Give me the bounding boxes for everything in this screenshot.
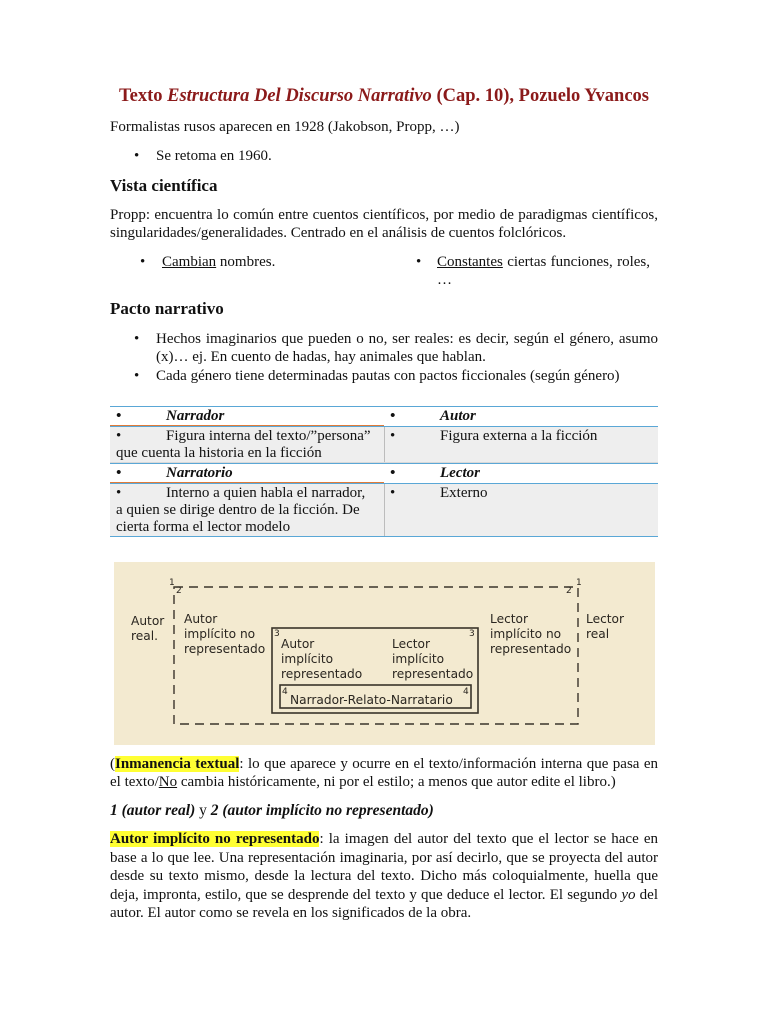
cell-narratorio-desc: Interno a quien habla el narrador, a quien se dirige dentro de la ficción. De cierta forma el lector modelo [116,485,366,535]
narrator-author-table [110,406,658,537]
marker-2-left: 2 [176,586,182,596]
autor-implicito-label: Autor implícito no representado [110,831,320,847]
cell-autor-desc: Figura externa a la ficción [440,428,598,444]
pacto-bullet-1: • Hechos imaginarios que pueden o no, ser reales: es decir, según el género, asumo (x)… ej. En cuento de hadas, hay animales que hablan. [156,331,658,366]
page-title [110,86,658,107]
subheading-autores [110,802,434,820]
cell-lector-desc: Externo [440,485,488,501]
autor-implicito-yo: yo [621,886,636,903]
pacto-bullet-2: • Cada género tiene determinadas pautas con pactos ficcionales (según género) [156,368,658,386]
bullet: • [390,465,396,481]
table-row [110,484,658,537]
marker-2-right: 2 [566,586,572,596]
label-autor-implicito-no-representado: Autor implícito no representado [184,612,266,656]
marker-4-right: 4 [463,687,469,697]
bullet: • [116,408,122,424]
marker-3-left: 3 [274,629,280,639]
marker-1-right: 1 [576,578,582,588]
open-paren: ( [110,756,115,772]
label-autor-real: Autor real. [131,614,165,643]
bullet: • [390,408,396,424]
label-lector-real: Lector real [586,612,625,641]
header-autor: Autor [440,408,476,424]
bullet: • [390,485,396,501]
inmanencia-label: Inmanencia textual [115,756,240,772]
title-suffix: (Cap. 10), Pozuelo Yvancos [431,86,650,106]
cell-narrador-desc: Figura interna del texto/”persona” que cuenta la historia en la ficción [116,428,371,461]
bullet: • [116,485,122,501]
label-autor-implicito-representado: Autor implícito representado [281,637,363,681]
constantes-rest: ciertas funciones, roles, … [437,254,650,288]
bullet-constantes [437,254,650,289]
table-row [110,427,658,463]
intro-text: Formalistas rusos aparecen en 1928 (Jakobson, Propp, …) [110,119,460,135]
narrative-diagram [114,562,655,745]
intro-bullet: • Se retoma en 1960. [156,148,272,166]
marker-1-left: 1 [169,578,175,588]
inmanencia-text-1: : lo que aparece y ocurre en el texto/información interna que pasa en el texto/ [110,756,659,790]
section1-paragraph: Propp: encuentra lo común entre cuentos científicos, por medio de paradigmas científicos, singularidades/generalidades. Centrado en el análisis de cuentos folclóricos. [110,207,658,241]
cambian-word: Cambian [162,254,217,270]
label-narrador-relato-narratario: Narrador-Relato-Narratario [290,693,453,707]
bullet: • [116,465,122,481]
title-italic: Estructura Del Discurso Narrativo [167,86,432,106]
table-row [110,406,658,427]
bullet: • [116,428,122,444]
bullet-dot-constantes: • [416,254,422,270]
label-lector-implicito-no-representado: Lector implícito no representado [490,612,572,656]
label-lector-implicito-representado: Lector implícito representado [392,637,474,681]
bullet: • [390,428,396,444]
inmanencia-text-2: cambia históricamente, ni por el estilo; a menos que autor edite el libro.) [177,773,616,790]
autor-implicito-text-2: del autor. El autor como se revela en los significados de la obra. [110,886,658,921]
header-narratorio: Narratorio [166,465,233,481]
inmanencia-no: No [158,773,178,790]
header-lector: Lector [440,465,480,481]
bullet-cambian [162,254,382,272]
autor-implicito-text-1: : la imagen del autor del texto que el lector se hace en base a lo que lee. Una representación imaginaria, por así decirlo, que se proyecta del autor desde su texto mismo, desde la lectura del texto. Dicho más coloquialmente, huella que deja, impronta, estilo, que se desprende del texto y que deduce el lector. El segundo [110,831,658,903]
subheading-part-2: 2 (autor implícito no representado) [210,802,434,819]
subheading-mid: y [195,802,211,819]
section-heading-pacto: Pacto narrativo [110,299,224,318]
autor-implicito-paragraph [110,830,658,923]
header-narrador: Narrador [166,408,225,424]
marker-4-left: 4 [282,687,288,697]
title-prefix: Texto [118,86,168,106]
cambian-rest: nombres. [216,254,276,270]
inmanencia-paragraph [110,756,658,791]
constantes-word: Constantes [437,254,503,270]
table-row [110,463,658,484]
subheading-part-1: 1 (autor real) [110,802,196,819]
section-heading-vista: Vista científica [110,176,218,195]
marker-3-right: 3 [469,629,475,639]
